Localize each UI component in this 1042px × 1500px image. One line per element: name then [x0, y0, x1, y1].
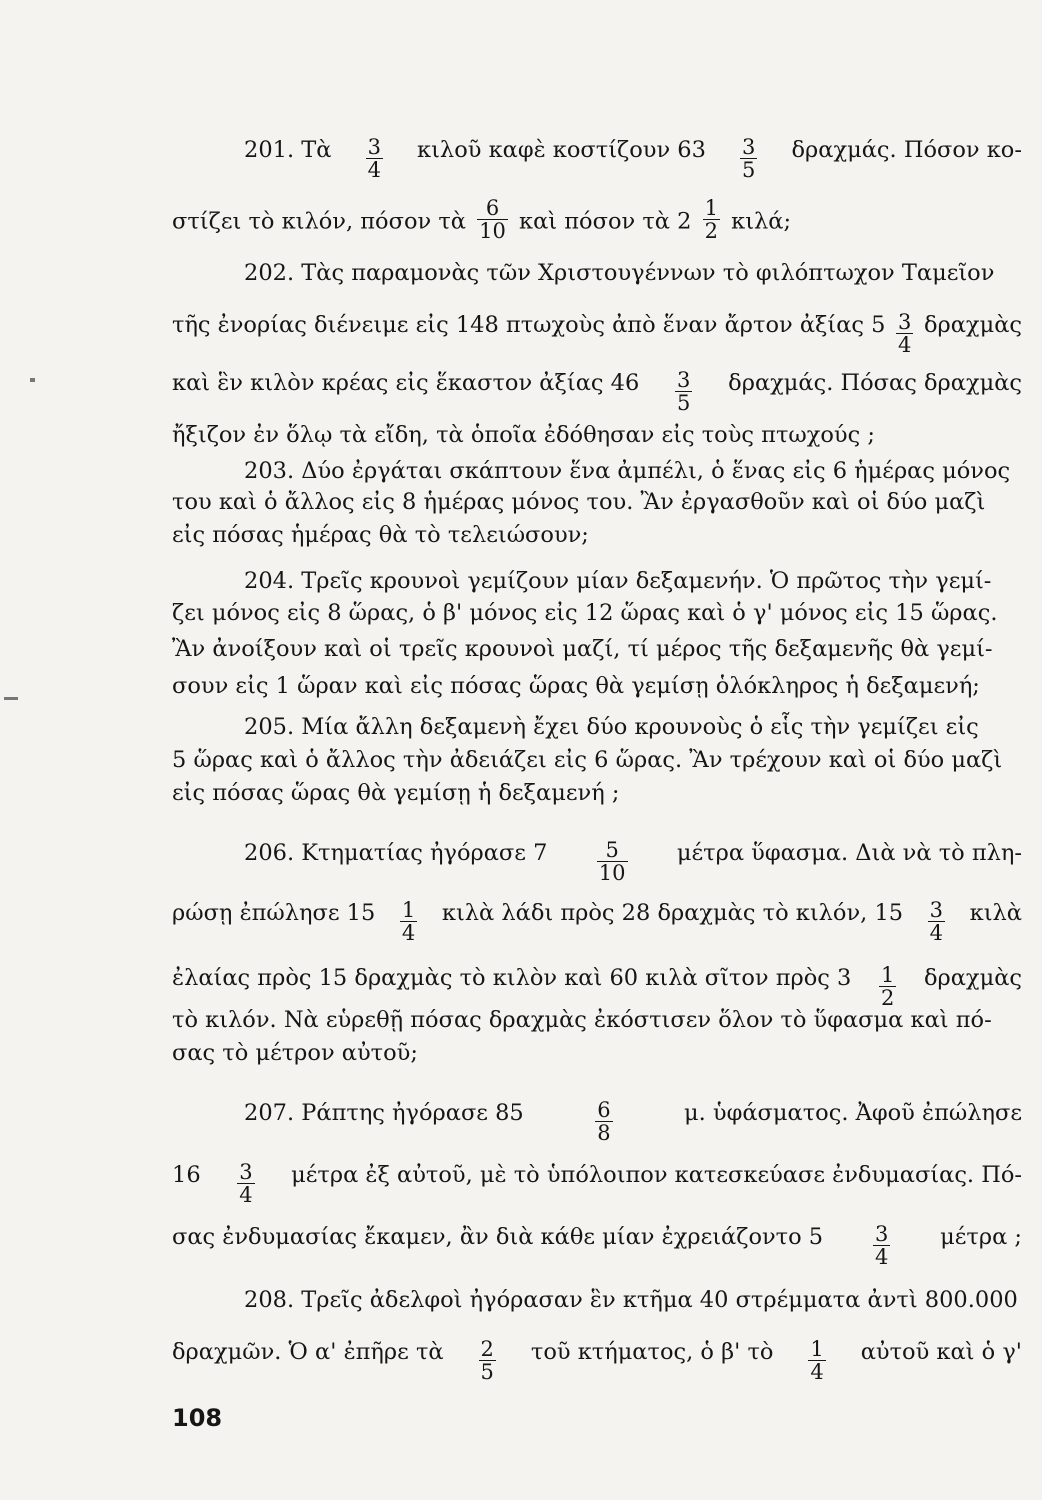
text: μέτρα ;: [940, 1224, 1022, 1250]
text: δραχμάς. Πόσας δραχμὰς: [728, 370, 1022, 396]
fraction: [366, 136, 383, 181]
problem-201-line-1: [244, 135, 1022, 184]
text: τῆς ἐνορίας διένειμε εἰς 148 πτωχοὺς ἀπὸ ἕναν ἄρτον ἀξίας 5: [172, 312, 886, 338]
fraction: [597, 839, 628, 884]
problem-207-line-2: [172, 1160, 1022, 1209]
denominator: 5: [677, 391, 691, 415]
problem-201-line-2: [172, 196, 1022, 245]
numerator: 3: [239, 1160, 253, 1184]
problem-206-line-2: [172, 898, 1022, 947]
problem-206-line-4: τὸ κιλόν. Νὰ εὑρεθῇ πόσας δραχμὰς ἐκόστισεν ὅλον τὸ ὕφασμα καὶ πό-: [172, 1007, 992, 1033]
problem-206-line-5: σας τὸ μέτρον αὐτοῦ;: [172, 1040, 418, 1066]
problem-207-line-1: [244, 1098, 1022, 1147]
problem-202-line-3: [172, 368, 1022, 417]
fraction: [879, 964, 896, 1009]
fraction: [477, 197, 508, 242]
denominator: 4: [401, 921, 416, 945]
fraction: [873, 1223, 890, 1268]
text: δραχμάς. Πόσον κο-: [791, 137, 1022, 163]
fraction: [675, 369, 692, 414]
scan-mark: [4, 697, 18, 700]
numerator: 3: [874, 1222, 889, 1246]
text: κιλά;: [731, 208, 792, 235]
text: ρώσῃ ἐπώλησε 15: [172, 900, 376, 926]
text: δραχμὰς: [923, 312, 1022, 338]
numerator: 1: [880, 963, 895, 987]
denominator: 4: [239, 1183, 253, 1207]
problem-203-line-2: του καὶ ὁ ἄλλος εἰς 8 ἡμέρας μόνος του. Ἂν ἐργασθοῦν καὶ οἱ δύο μαζὶ: [172, 489, 986, 515]
text: τοῦ κτήματος, ὁ β' τὸ: [530, 1339, 774, 1365]
denominator: 4: [810, 1360, 824, 1384]
text: 16: [172, 1162, 201, 1188]
text: 207. Ράπτης ἠγόρασε 85: [244, 1100, 524, 1126]
text: δραχμῶν. Ὁ α' ἐπῆρε τὰ: [172, 1339, 444, 1365]
fraction: [400, 899, 417, 944]
fraction: [808, 1338, 825, 1383]
numerator: 3: [677, 368, 691, 392]
problem-206-line-1: [244, 838, 1022, 887]
denominator: 4: [367, 158, 381, 182]
text: μέτρα ἐξ αὐτοῦ, μὲ τὸ ὑπόλοιπον κατεσκεύασε ἐνδυμασίας. Πό-: [291, 1162, 1022, 1188]
numerator: 3: [367, 135, 381, 159]
numerator: 1: [401, 898, 416, 922]
fraction: [740, 136, 757, 181]
numerator: 6: [485, 196, 500, 220]
numerator: 6: [597, 1098, 611, 1122]
text: 201. Τὰ: [244, 137, 332, 163]
text: δραχμὰς: [923, 965, 1022, 991]
numerator: 1: [810, 1337, 824, 1361]
denominator: 10: [598, 861, 626, 885]
text: κιλὰ: [969, 900, 1022, 926]
problem-202-line-1: 202. Τὰς παραμονὰς τῶν Χριστουγέννων τὸ φιλόπτωχον Ταμεῖον: [244, 260, 995, 286]
problem-203-line-3: εἰς πόσας ἡμέρας θὰ τὸ τελειώσουν;: [172, 522, 589, 548]
problem-205-line-3: εἰς πόσας ὥρας θὰ γεμίσῃ ἡ δεξαμενή ;: [172, 780, 620, 806]
problem-204-line-4: σουν εἰς 1 ὥραν καὶ εἰς πόσας ὥρας θὰ γεμίσῃ ὁλόκληρος ἡ δεξαμενή;: [172, 673, 980, 699]
problem-202-line-2: [172, 310, 1022, 359]
fraction: [703, 197, 720, 242]
numerator: 3: [742, 135, 756, 159]
problem-205-line-1: 205. Μία ἄλλη δεξαμενὴ ἔχει δύο κρουνοὺς ὁ εἷς τὴν γεμίζει εἰς: [244, 714, 979, 740]
text: μ. ὑφάσματος. Ἀφοῦ ἐπώλησε: [684, 1100, 1022, 1126]
problem-205-line-2: 5 ὥρας καὶ ὁ ἄλλος τὴν ἀδειάζει εἰς 6 ὥρας. Ἂν τρέχουν καὶ οἱ δύο μαζὶ: [172, 747, 1003, 773]
text: κιλὰ λάδι πρὸς 28 δραχμὰς τὸ κιλόν, 15: [441, 900, 904, 926]
numerator: 3: [898, 310, 912, 334]
text: σας ἐνδυμασίας ἔκαμεν, ἂν διὰ κάθε μίαν ἐχρειάζοντο 5: [172, 1224, 824, 1250]
problem-204-line-3: Ἂν ἀνοίξουν καὶ οἱ τρεῖς κρουνοὶ μαζί, τί μέρος τῆς δεξαμενῆς θὰ γεμί-: [172, 636, 993, 662]
numerator: 3: [929, 898, 944, 922]
fraction: [595, 1099, 612, 1144]
fraction: [928, 899, 945, 944]
problem-203-line-1: 203. Δύο ἐργάται σκάπτουν ἕνα ἀμπέλι, ὁ ἕνας εἰς 6 ἡμέρας μόνος: [244, 458, 1011, 484]
denominator: 10: [479, 219, 506, 243]
fraction: [896, 311, 913, 356]
denominator: 4: [898, 333, 912, 357]
numerator: 2: [480, 1337, 494, 1361]
denominator: 2: [704, 219, 718, 243]
denominator: 5: [480, 1360, 494, 1384]
fraction: [237, 1161, 254, 1206]
denominator: 8: [597, 1121, 611, 1145]
problem-202-line-4: ἤξιζον ἐν ὅλῳ τὰ εἴδη, τὰ ὁποῖα ἐδόθησαν εἰς τοὺς πτωχούς ;: [172, 422, 875, 448]
problem-204-line-2: ζει μόνος εἰς 8 ὥρας, ὁ β' μόνος εἰς 12 ὥρας καὶ ὁ γ' μόνος εἰς 15 ὥρας.: [172, 600, 998, 626]
denominator: 4: [929, 921, 944, 945]
text: αὐτοῦ καὶ ὁ γ': [860, 1339, 1022, 1365]
text: καὶ πόσον τὰ 2: [519, 208, 692, 235]
page-number: 108: [172, 1404, 223, 1432]
text: στίζει τὸ κιλόν, πόσον τὰ: [172, 208, 466, 235]
numerator: 1: [704, 196, 718, 220]
numerator: 5: [605, 838, 619, 862]
denominator: 2: [880, 986, 895, 1010]
problem-204-line-1: 204. Τρεῖς κρουνοὶ γεμίζουν μίαν δεξαμενήν. Ὁ πρῶτος τὴν γεμί-: [244, 568, 992, 594]
denominator: 5: [742, 158, 756, 182]
problem-207-line-3: [172, 1222, 1022, 1271]
problem-208-line-1: 208. Τρεῖς ἀδελφοὶ ἠγόρασαν ἓν κτῆμα 40 στρέμματα ἀντὶ 800.000: [244, 1287, 1018, 1313]
scan-mark: [30, 378, 35, 382]
text: καὶ ἓν κιλὸν κρέας εἰς ἕκαστον ἀξίας 46: [172, 370, 640, 396]
text: κιλοῦ καφὲ κοστίζουν 63: [417, 137, 706, 163]
text: μέτρα ὕφασμα. Διὰ νὰ τὸ πλη-: [676, 840, 1022, 866]
text: ἐλαίας πρὸς 15 δραχμὰς τὸ κιλὸν καὶ 60 κιλὰ σῖτον πρὸς 3: [172, 965, 852, 991]
text: 206. Κτηματίας ἠγόρασε 7: [244, 840, 548, 866]
denominator: 4: [874, 1245, 889, 1269]
fraction: [479, 1338, 496, 1383]
problem-208-line-2: [172, 1337, 1022, 1386]
